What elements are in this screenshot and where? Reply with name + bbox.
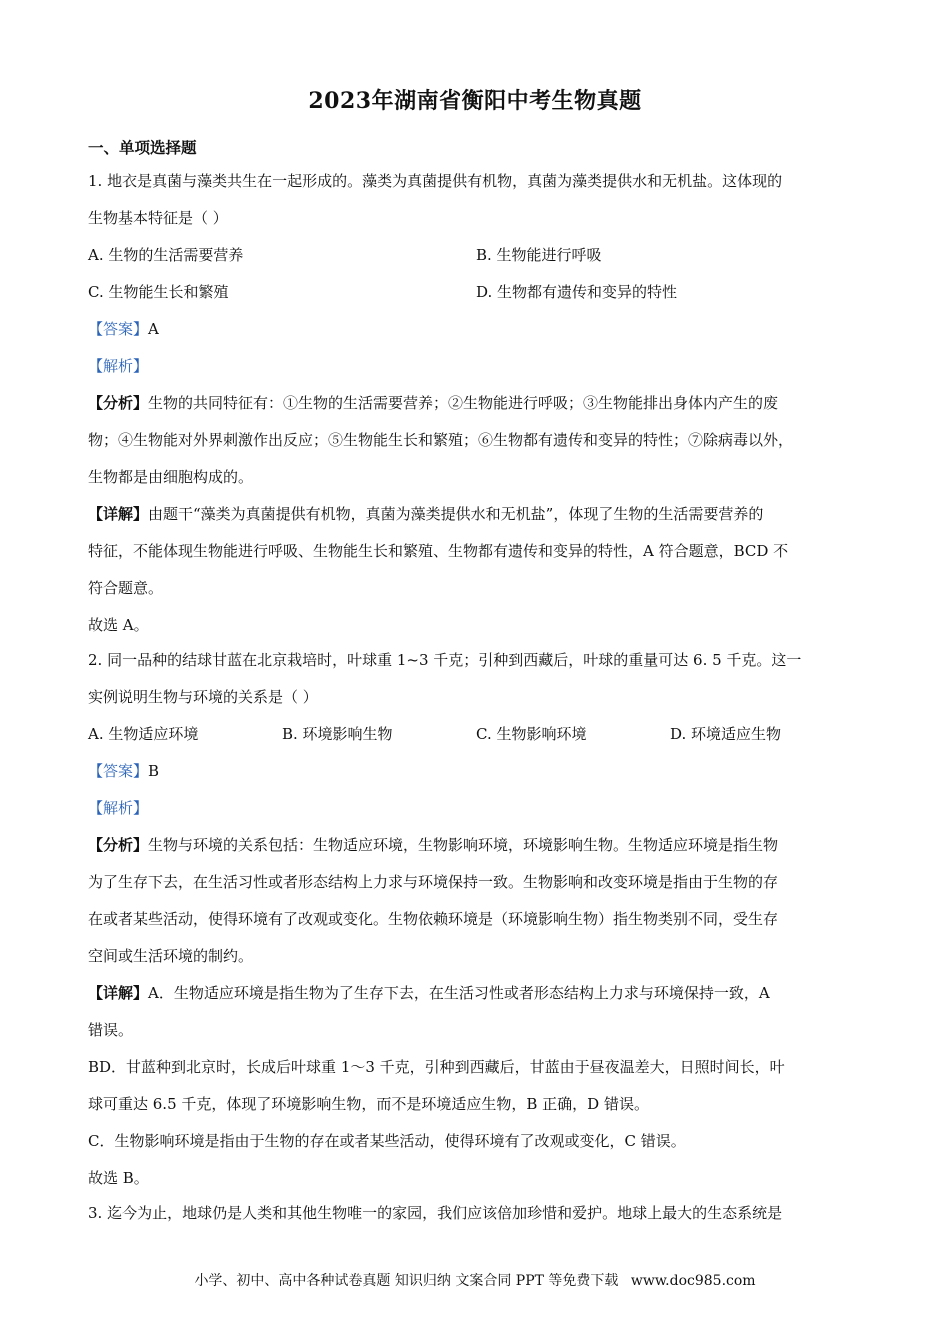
analysis-line: 生物都是由细胞构成的。 [88, 468, 254, 486]
option-a: A. 生物的生活需要营养 [88, 246, 244, 264]
answer-line [88, 320, 864, 339]
analysis-text: 生物与环境的关系包括：生物适应环境，生物影响环境，环境影响生物。生物适应环境是指生物 [148, 836, 779, 854]
option-a: A. 生物适应环境 [88, 725, 199, 743]
question-1 [88, 172, 864, 635]
section-heading: 一、单项选择题 [88, 138, 197, 157]
options-row [88, 725, 864, 744]
footer-text: 小学、初中、高中各种试卷真题 知识归纳 文案合同 PPT 等免费下载 [194, 1273, 619, 1289]
question-2 [88, 651, 864, 1188]
analysis-line [88, 836, 864, 855]
detail-line [88, 505, 864, 524]
answer-tag: 【答案】 [88, 762, 149, 780]
option-d: D. 环境适应生物 [670, 725, 782, 743]
xiangjie-tag: 【详解】 [88, 984, 149, 1002]
analysis-line: 空间或生活环境的制约。 [88, 947, 254, 965]
detail-text: 由题干“藻类为真菌提供有机物，真菌为藻类提供水和无机盐”，体现了生物的生活需要营养的 [148, 505, 764, 523]
page-title: 2023年湖南省衡阳中考生物真题 [308, 88, 642, 114]
answer-value: A [148, 320, 159, 338]
page-footer [0, 1270, 950, 1290]
conclusion-line: 故选 B。 [88, 1169, 149, 1187]
analysis-line [88, 394, 864, 413]
xiangjie-tag: 【详解】 [88, 505, 149, 523]
analysis-tag: 【解析】 [88, 357, 149, 375]
detail-line: 球可重达 6.5 千克，体现了环境影响生物，而不是环境适应生物，B 正确，D 错误。 [88, 1095, 649, 1113]
analysis-line: 在或者某些活动，使得环境有了改观或变化。生物依赖环境是（环境影响生物）指生物类别不同，受生存 [88, 910, 779, 928]
question-stem-line: 1. 地衣是真菌与藻类共生在一起形成的。藻类为真菌提供有机物，真菌为藻类提供水和无机盐。这体现的 [88, 172, 783, 190]
analysis-line: 物；④生物能对外界刺激作出反应；⑤生物能生长和繁殖；⑥生物都有遗传和变异的特性；⑦除病毒以外， [88, 431, 794, 449]
footer-link[interactable]: www.doc985.com [630, 1273, 756, 1289]
answer-line [88, 762, 864, 781]
option-c: C. 生物能生长和繁殖 [88, 283, 229, 301]
detail-line: BD．甘蓝种到北京时，长成后叶球重 1～3 千克，引种到西藏后，甘蓝由于昼夜温差大，日照时间长，叶 [88, 1058, 785, 1076]
options-row [88, 283, 864, 302]
question-3 [88, 1204, 864, 1223]
analysis-text: 生物的共同特征有：①生物的生活需要营养；②生物能进行呼吸；③生物能排出身体内产生的废 [148, 394, 779, 412]
option-d: D. 生物都有遗传和变异的特性 [476, 283, 678, 301]
detail-line: 符合题意。 [88, 579, 164, 597]
analysis-line: 为了生存下去，在生活习性或者形态结构上力求与环境保持一致。生物影响和改变环境是指由于生物的存 [88, 873, 779, 891]
question-stem-line: 2. 同一品种的结球甘蓝在北京栽培时，叶球重 1~3 千克；引种到西藏后，叶球的重量可达 6. 5 千克。这一 [88, 651, 802, 669]
question-stem-line: 生物基本特征是（ ） [88, 209, 228, 227]
option-b: B. 生物能进行呼吸 [476, 246, 602, 264]
analysis-tag: 【解析】 [88, 799, 149, 817]
detail-text: A．生物适应环境是指生物为了生存下去，在生活习性或者形态结构上力求与环境保持一致，A [148, 984, 770, 1002]
question-stem-line: 实例说明生物与环境的关系是（ ） [88, 688, 318, 706]
answer-value: B [148, 762, 160, 780]
option-c: C. 生物影响环境 [476, 725, 587, 743]
document-body [88, 138, 864, 1241]
detail-line: 错误。 [88, 1021, 134, 1039]
fenxi-tag: 【分析】 [88, 836, 149, 854]
detail-line: 特征，不能体现生物能进行呼吸、生物能生长和繁殖、生物都有遗传和变异的特性，A 符合题意，BCD 不 [88, 542, 789, 560]
fenxi-tag: 【分析】 [88, 394, 149, 412]
detail-line [88, 984, 864, 1003]
conclusion-line: 故选 A。 [88, 616, 149, 634]
detail-line: C．生物影响环境是指由于生物的存在或者某些活动，使得环境有了改观或变化，C 错误。 [88, 1132, 686, 1150]
answer-tag: 【答案】 [88, 320, 149, 338]
question-stem-line: 3. 迄今为止，地球仍是人类和其他生物唯一的家园，我们应该倍加珍惜和爱护。地球上最大的生态系统是 [88, 1204, 783, 1222]
option-b: B. 环境影响生物 [282, 725, 393, 743]
options-row [88, 246, 864, 265]
